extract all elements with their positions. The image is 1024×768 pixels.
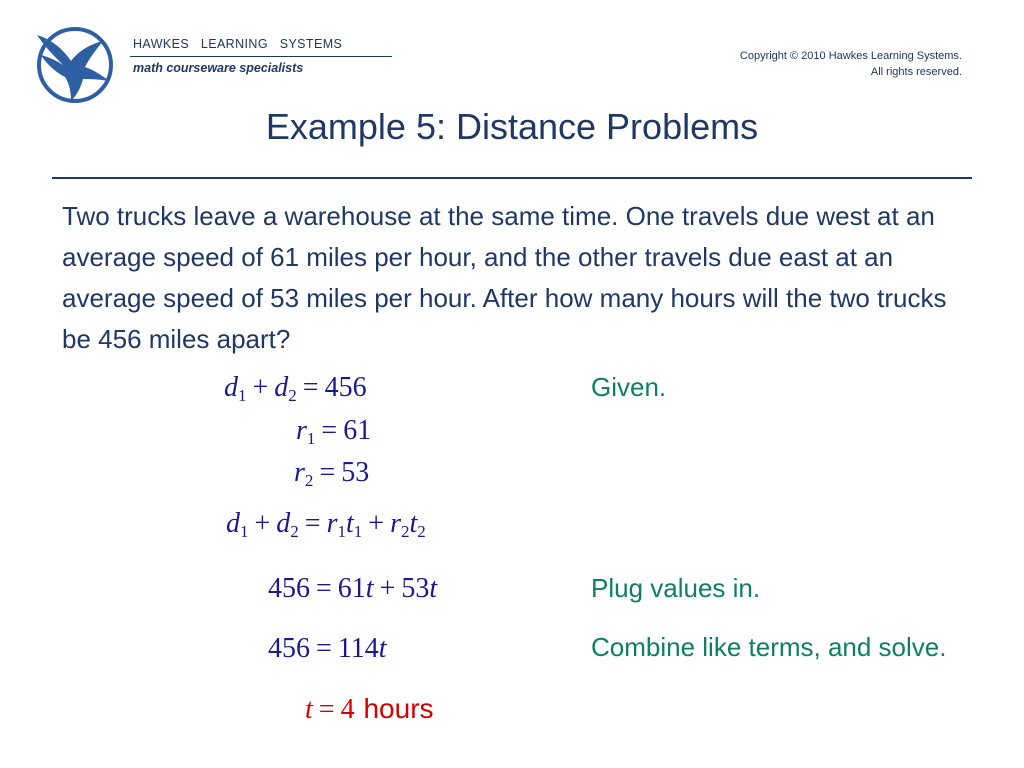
answer: t = 4 hours — [305, 693, 434, 725]
hawk-logo-icon — [33, 27, 117, 103]
copyright-line-1: Copyright © 2010 Hawkes Learning Systems. — [739, 50, 962, 62]
answer-value: 4 — [340, 694, 355, 725]
title-divider — [52, 177, 972, 179]
answer-unit: hours — [363, 693, 434, 724]
equation-combine: 456 = 114t — [268, 633, 387, 664]
r1-value: 61 — [343, 415, 372, 446]
note-plug-in: Plug values in. — [591, 573, 761, 603]
note-combine: Combine like terms, and solve. — [591, 632, 947, 662]
combine-lhs: 456 — [268, 633, 310, 664]
copyright-line-2: All rights reserved. — [870, 66, 962, 78]
combine-coef: 114 — [337, 633, 379, 664]
equation-r2: $r_2 = 53$ — [294, 457, 370, 490]
plug-coef-1: 61 — [337, 573, 366, 604]
r2-value: 53 — [341, 457, 370, 488]
slide-title: Example 5: Distance Problems — [265, 106, 759, 147]
given-distance-value: 456 — [324, 372, 367, 403]
brand-tagline: math courseware specialists — [133, 61, 304, 75]
plug-coef-2: 53 — [401, 573, 430, 604]
equation-plug-in: 456 = 61t + 53t — [268, 573, 438, 604]
equation-given-distance: $d_1 + d_2 = 456$ — [224, 372, 367, 405]
equation-formula: $d_1 + d_2 = r_1t_1 + r_2t_2$ — [226, 508, 426, 541]
brand-name: HAWKES LEARNING SYSTEMS — [130, 37, 392, 57]
copyright-notice — [740, 48, 962, 80]
equation-r1: $r_1 = 61$ — [296, 415, 372, 448]
note-given: Given. — [591, 372, 667, 402]
problem-statement: Two trucks leave a warehouse at the same time. One travels due west at an average speed of 61 miles per hour, and the other travels due east at an average speed of 53 miles per hour. After how many hours will the two trucks be 456 miles apart? — [62, 201, 947, 354]
brand-block — [130, 37, 392, 75]
plug-lhs: 456 — [268, 573, 310, 604]
